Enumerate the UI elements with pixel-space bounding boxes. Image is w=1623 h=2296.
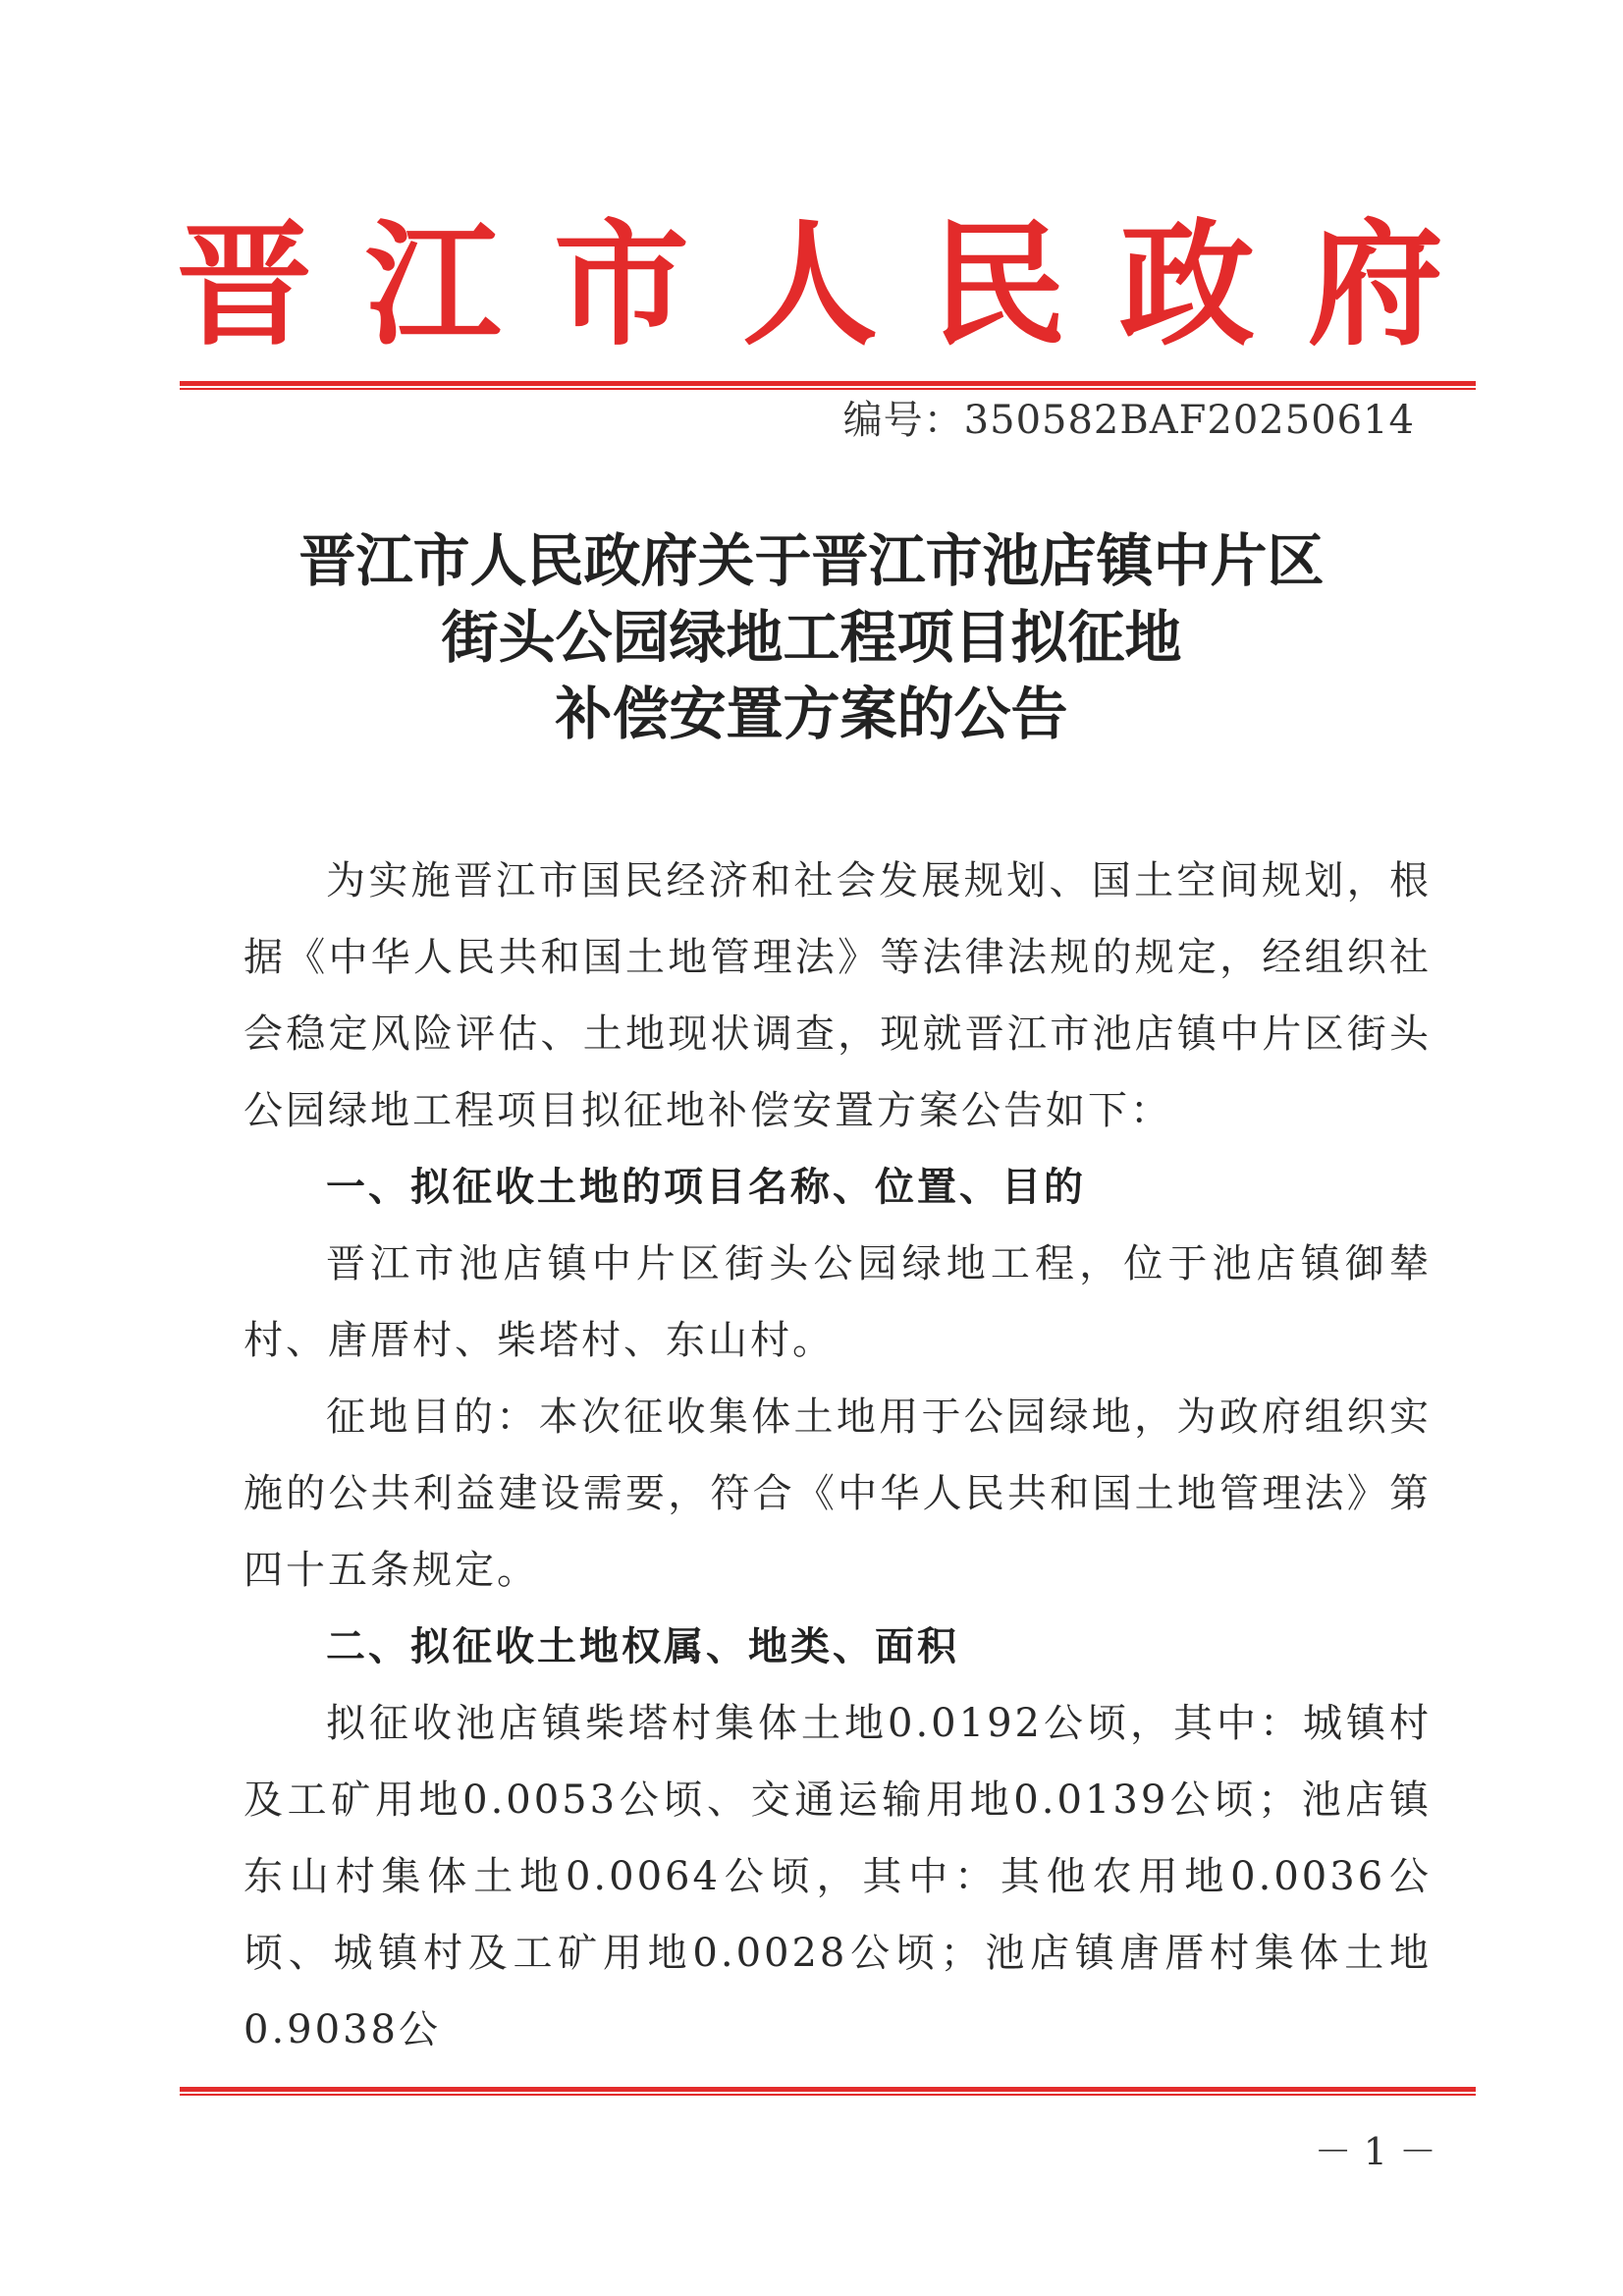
section1-paragraph-purpose: 征地目的：本次征收集体土地用于公园绿地，为政府组织实施的公共利益建设需要，符合《中华人民共和国土地管理法》第四十五条规定。 bbox=[243, 1394, 1432, 1593]
masthead-char: 府 bbox=[1307, 204, 1443, 364]
page-number: － 1 － bbox=[1314, 2130, 1436, 2173]
document-body bbox=[243, 843, 1432, 2068]
title-line: 晋江市人民政府关于晋江市池店镇中片区 bbox=[298, 527, 1325, 594]
masthead-char: 市 bbox=[553, 204, 689, 364]
document-title bbox=[157, 522, 1466, 752]
section2-paragraph-areas: 拟征收池店镇柴塔村集体土地0.0192公顷，其中：城镇村及工矿用地0.0053公顷、交通运输用地0.0139公顷；池店镇东山村集体土地0.0064公顷，其中：其他农用地0.0036公顷、城镇村及工矿用地0.0028公顷；池店镇唐厝村集体土地0.9038公 bbox=[243, 1701, 1432, 2052]
issuer-masthead bbox=[177, 201, 1443, 368]
masthead-char: 晋 bbox=[177, 204, 313, 364]
footer-divider bbox=[180, 2087, 1476, 2096]
masthead-char: 江 bbox=[364, 204, 501, 364]
masthead-char: 政 bbox=[1118, 204, 1255, 364]
section-heading-2: 二、拟征收土地权属、地类、面积 bbox=[326, 1624, 959, 1669]
title-line: 街头公园绿地工程项目拟征地 bbox=[441, 604, 1182, 671]
title-line: 补偿安置方案的公告 bbox=[555, 681, 1068, 747]
section-heading-1: 一、拟征收土地的项目名称、位置、目的 bbox=[326, 1165, 1086, 1210]
masthead-char: 人 bbox=[741, 204, 878, 364]
section1-paragraph-location: 晋江市池店镇中片区街头公园绿地工程，位于池店镇御辇村、唐厝村、柴塔村、东山村。 bbox=[243, 1241, 1432, 1363]
masthead-char: 民 bbox=[930, 204, 1066, 364]
intro-paragraph: 为实施晋江市国民经济和社会发展规划、国土空间规划，根据《中华人民共和国土地管理法》等法律法规的规定，经组织社会稳定风险评估、土地现状调查，现就晋江市池店镇中片区街头公园绿地工程项目拟征地补偿安置方案公告如下： bbox=[243, 858, 1432, 1133]
document-number: 编号：350582BAF20250614 bbox=[842, 398, 1415, 443]
